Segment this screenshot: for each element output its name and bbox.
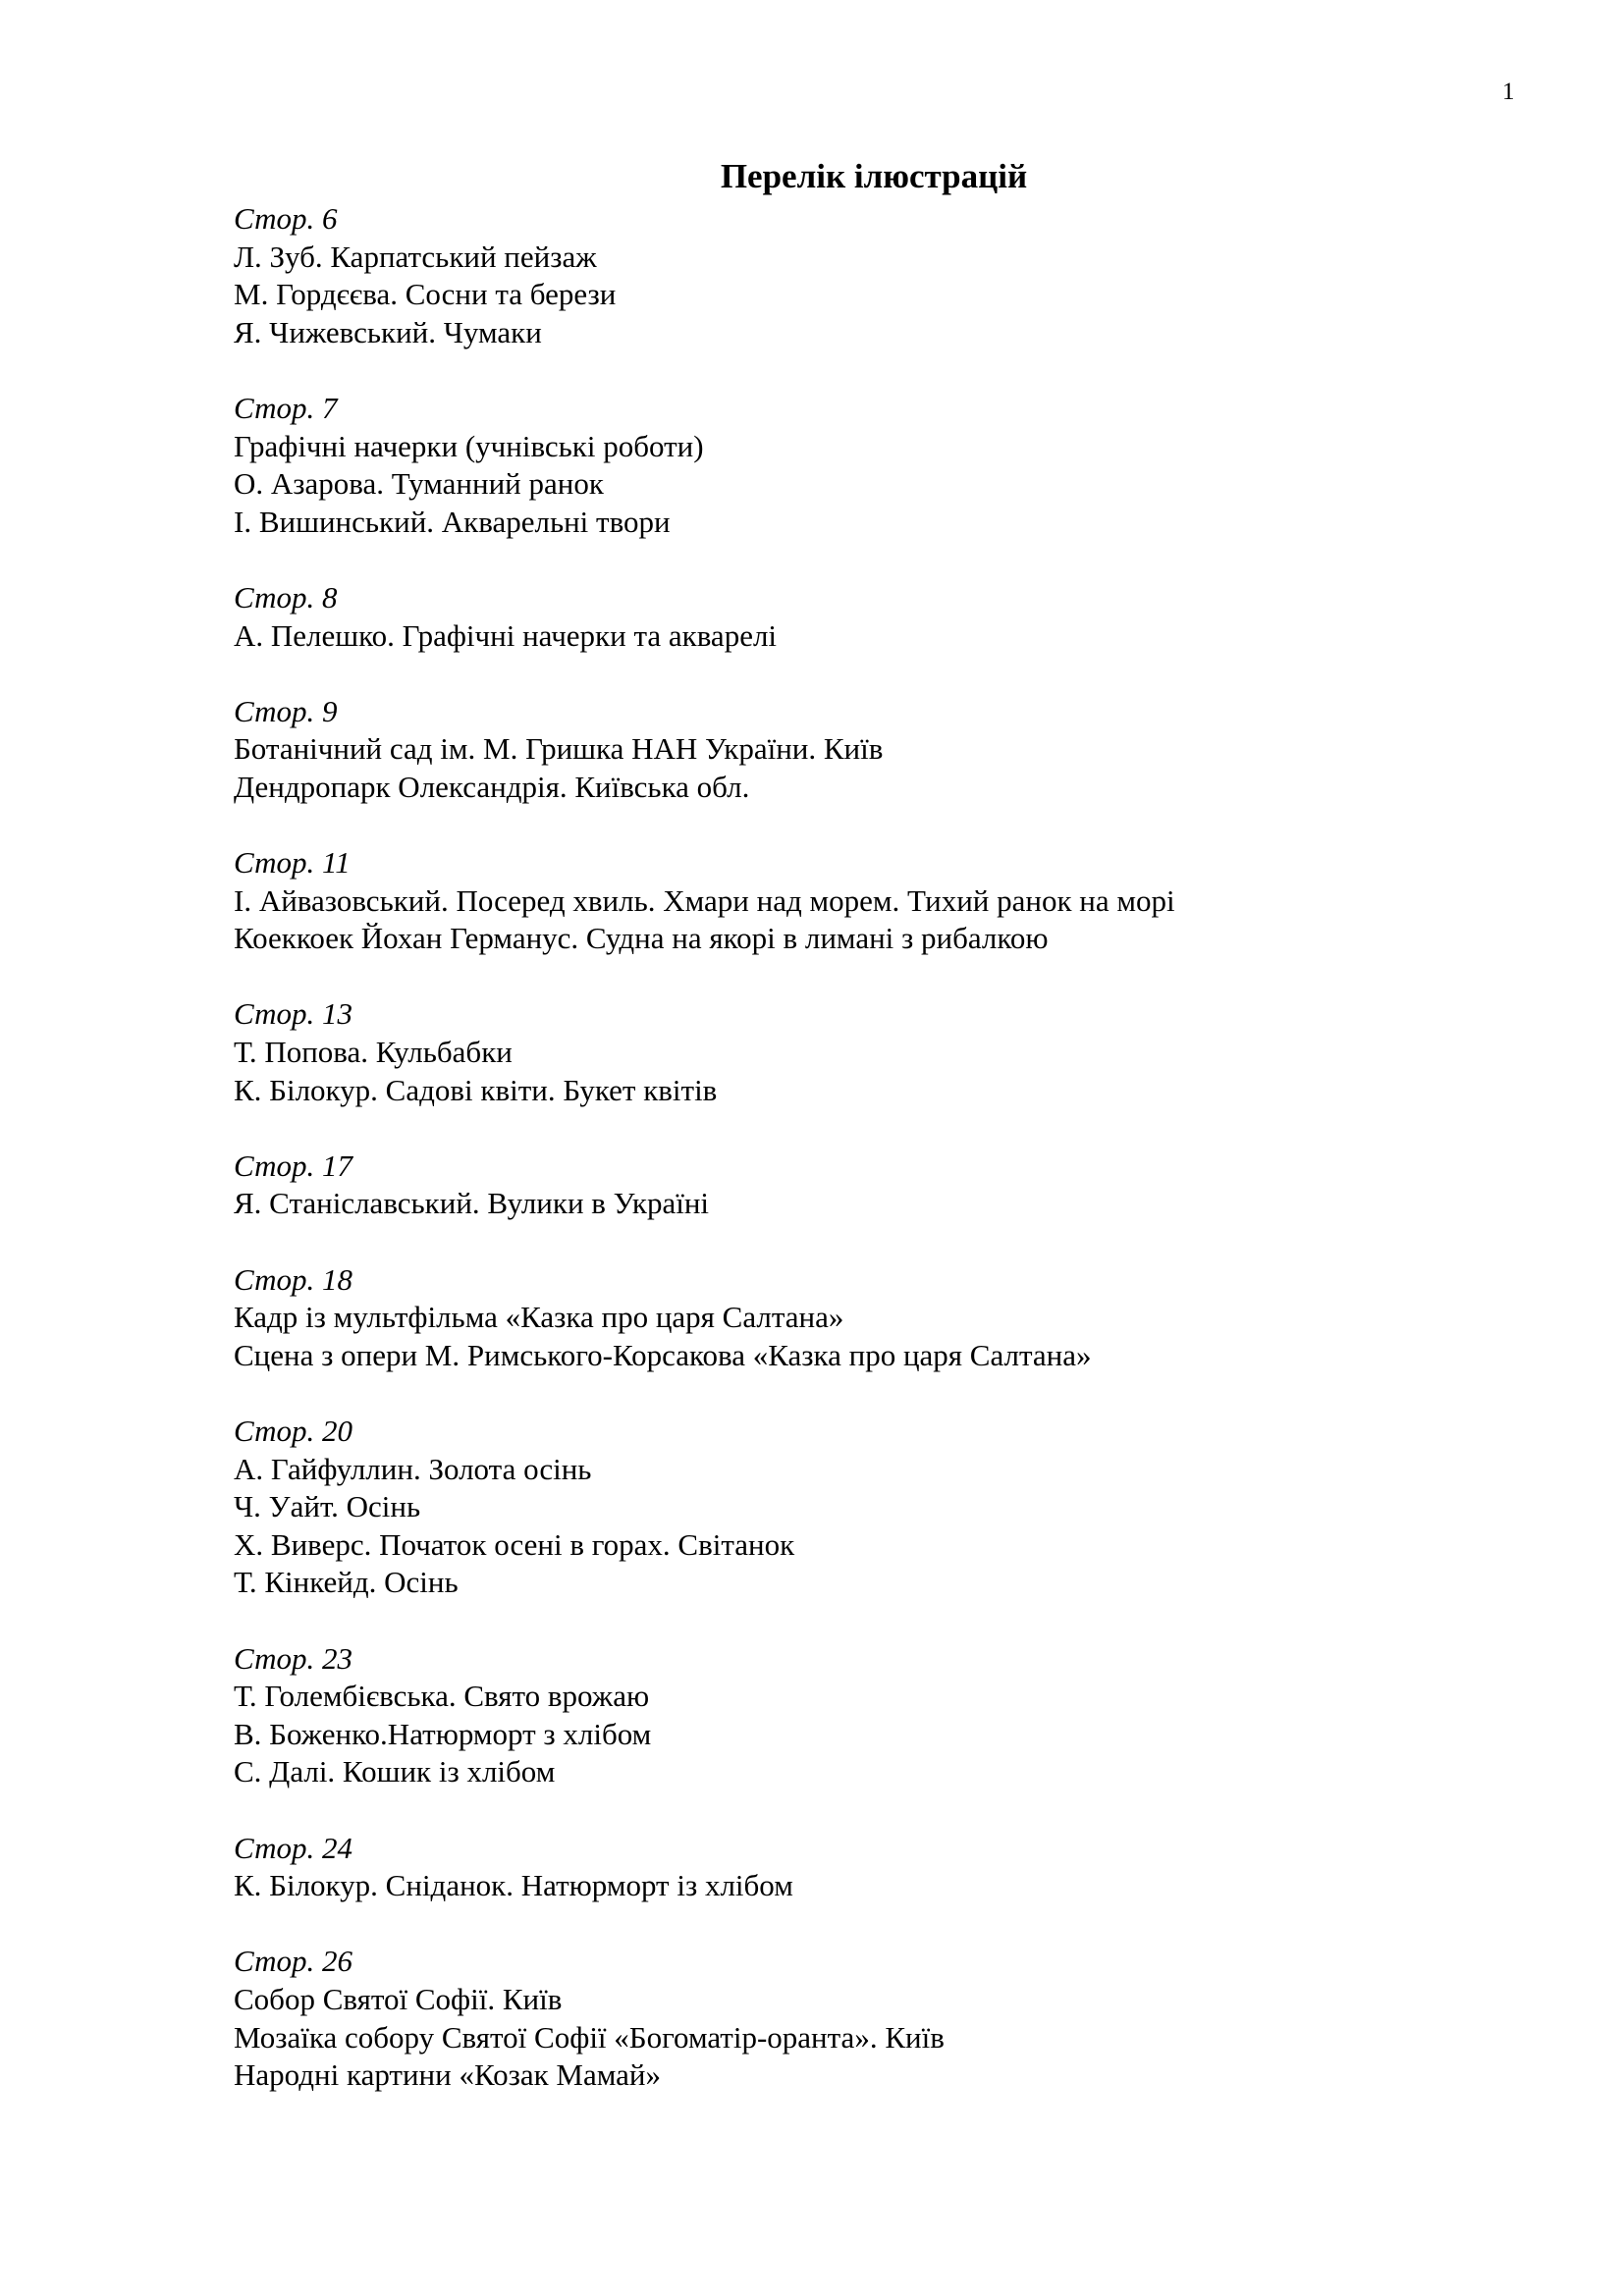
list-item: Ч. Уайт. Осінь xyxy=(234,1489,421,1524)
list-section xyxy=(234,995,1412,1109)
section-page-label: Стор. 23 xyxy=(234,1640,353,1676)
section-page-label: Стор. 9 xyxy=(234,693,338,728)
list-item: О. Азарова. Туманний ранок xyxy=(234,466,604,502)
list-section xyxy=(234,579,1412,655)
list-section xyxy=(234,200,1412,351)
list-section xyxy=(234,693,1412,807)
list-item: Л. Зуб. Карпатський пейзаж xyxy=(234,239,597,274)
list-item: Сцена з опери М. Римського-Корсакова «Казка про царя Салтана» xyxy=(234,1337,1092,1372)
section-page-label: Стор. 18 xyxy=(234,1261,353,1297)
list-section xyxy=(234,1830,1412,1905)
section-page-label: Стор. 17 xyxy=(234,1148,353,1183)
list-item: Кадр із мультфільма «Казка про царя Салтана» xyxy=(234,1300,844,1335)
page-number: 1 xyxy=(1502,79,1515,105)
section-page-label: Стор. 26 xyxy=(234,1944,353,1979)
list-item: А. Гайфуллин. Золота осінь xyxy=(234,1451,592,1486)
list-item: В. Боженко.Натюрморт з хлібом xyxy=(234,1716,652,1751)
section-page-label: Стор. 8 xyxy=(234,579,338,614)
section-page-label: Стор. 20 xyxy=(234,1414,353,1448)
section-page-label: Стор. 7 xyxy=(234,390,338,425)
list-item: А. Пелешко. Графічні начерки та акварелі xyxy=(234,617,778,653)
list-item: М. Гордєєва. Сосни та берези xyxy=(234,277,617,312)
list-item: Народні картини «Козак Мамай» xyxy=(234,2057,662,2093)
list-item: Мозаїка собору Святої Софії «Богоматір-оранта». Київ xyxy=(234,2019,945,2055)
list-item: С. Далі. Кошик із хлібом xyxy=(234,1754,556,1789)
list-item: І. Вишинський. Акварельні твори xyxy=(234,504,671,539)
list-item: Т. Кінкейд. Осінь xyxy=(234,1565,459,1600)
section-page-label: Стор. 13 xyxy=(234,996,353,1032)
list-item: Графічні начерки (учнівські роботи) xyxy=(234,428,704,463)
list-item: Я. Станіславський. Вулики в Україні xyxy=(234,1186,710,1221)
list-section xyxy=(234,1640,1412,1791)
section-page-label: Стор. 11 xyxy=(234,845,351,881)
list-item: Х. Виверс. Початок осені в горах. Світанок xyxy=(234,1526,795,1562)
list-item: Ботанічний сад ім. М. Гришка НАН України. Київ xyxy=(234,731,884,767)
list-section xyxy=(234,390,1412,541)
list-item: Т. Голембієвська. Свято врожаю xyxy=(234,1679,650,1714)
page-title: Перелік ілюстрацій xyxy=(720,157,1028,195)
list-item: Я. Чижевський. Чумаки xyxy=(234,314,542,349)
list-item: І. Айвазовський. Посеред хвиль. Хмари над морем. Тихий ранок на морі xyxy=(234,882,1175,918)
list-section xyxy=(234,1413,1412,1602)
list-item: К. Білокур. Садові квіти. Букет квітів xyxy=(234,1072,718,1107)
list-item: Т. Попова. Кульбабки xyxy=(234,1035,513,1070)
section-page-label: Стор. 6 xyxy=(234,201,338,236)
list-section xyxy=(234,1261,1412,1375)
list-item: К. Білокур. Сніданок. Натюрморт із хлібом xyxy=(234,1868,793,1903)
list-item: Дендропарк Олександрія. Київська обл. xyxy=(234,769,750,804)
list-item: Коеккоек Йохан Германус. Судна на якорі в лимані з рибалкою xyxy=(234,921,1049,956)
list-item: Собор Святої Софії. Київ xyxy=(234,1981,563,2016)
list-section xyxy=(234,1148,1412,1223)
illustration-list xyxy=(234,200,1412,2132)
section-page-label: Стор. 24 xyxy=(234,1830,353,1865)
list-section xyxy=(234,1943,1412,2094)
list-section xyxy=(234,844,1412,958)
